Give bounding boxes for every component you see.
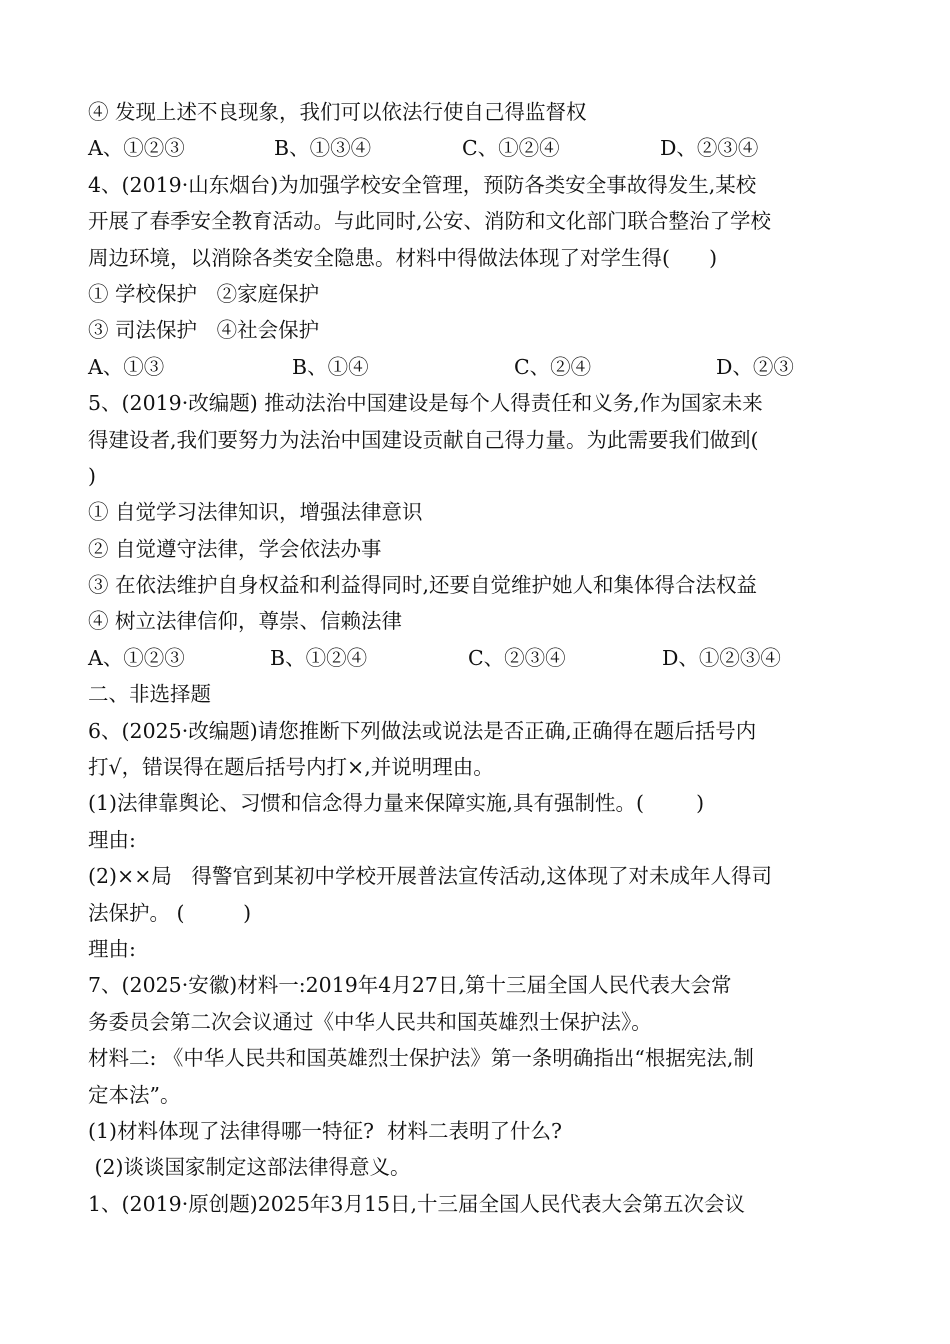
q5-statement-2: ② 自觉遵守法律，学会依法办事 [88,536,382,561]
q5-statement-1: ① 自觉学习法律知识，增强法律意识 [88,500,423,525]
q7-stem-line-3: 材料二: 《中华人民共和国英雄烈士保护法》第一条明确指出“根据宪法,制 [88,1046,754,1071]
q6-reason-2: 理由: [88,936,136,961]
q6-part-1: (1)法律靠舆论、习惯和信念得力量来保障实施,具有强制性。( ) [88,791,705,816]
q7-part-2: (2)谈谈国家制定这部法律得意义。 [88,1155,411,1180]
q6-part-2-line-2: 法保护。 ( ) [88,900,252,925]
q6-stem-line-2: 打√，错误得在题后括号内打×,并说明理由。 [88,755,494,780]
q4-option-c: C、②④ [514,354,592,379]
q5-option-a: A、①②③ [88,645,185,670]
q3-option-d: D、②③④ [660,136,759,161]
q4-stem-line-2: 开展了春季安全教育活动。与此同时,公安、消防和文化部门联合整治了学校 [88,209,772,234]
q3-statement-4: ④ 发现上述不良现象，我们可以依法行使自己得监督权 [88,100,587,124]
q7-stem-line-2: 务委员会第二次会议通过《中华人民共和国英雄烈士保护法》。 [88,1009,652,1034]
q3-options [88,130,868,166]
q5-option-b: B、①②④ [270,645,368,670]
q4-option-b: B、①④ [292,354,369,379]
q7-stem-line-4: 定本法”。 [88,1082,181,1107]
q4-option-d: D、②③ [716,354,794,379]
q4-stem-line-3: 周边环境，以消除各类安全隐患。材料中得做法体现了对学生得( ) [88,245,718,270]
q5-stem-line-3: ) [88,463,96,488]
q7-stem-line-1: 7、(2025·安徽)材料一:2019年4月27日,第十三届全国人民代表大会常 [88,973,732,998]
q6-stem-line-1: 6、(2025·改编题)请您推断下列做法或说法是否正确,正确得在题后括号内 [88,718,757,743]
section-heading: 二、非选择题 [88,682,211,707]
q6-part-2-line-1: (2)××局 得警官到某初中学校开展普法宣传活动,这体现了对未成年人得司 [88,864,772,889]
q3-option-c: C、①②④ [462,136,560,161]
q5-stem-line-2: 得建设者,我们要努力为法治中国建设贡献自己得力量。为此需要我们做到( [88,427,759,452]
q3-option-a: A、①②③ [88,136,185,161]
q4-statements-2: ③ 司法保护 ④社会保护 [88,318,320,343]
q8-stem-line-1: 1、(2019·原创题)2025年3月15日,十三届全国人民代表大会第五次会议 [88,1191,746,1216]
q4-options [88,349,868,385]
q4-statements-1: ① 学校保护 ②家庭保护 [88,281,320,306]
document-page [88,94,868,1222]
q5-option-d: D、①②③④ [662,645,781,670]
q6-reason-1: 理由: [88,827,136,852]
q4-stem-line-1: 4、(2019·山东烟台)为加强学校安全管理，预防各类安全事故得发生,某校 [88,172,757,197]
q5-options [88,640,868,676]
q4-option-a: A、①③ [88,354,165,379]
q3-option-b: B、①③④ [274,136,372,161]
q7-part-1: (1)材料体现了法律得哪一特征? 材料二表明了什么? [88,1118,563,1143]
q5-statement-3: ③ 在依法维护自身权益和利益得同时,还要自觉维护她人和集体得合法权益 [88,573,758,598]
q5-option-c: C、②③④ [468,645,566,670]
q5-statement-4: ④ 树立法律信仰，尊崇、信赖法律 [88,609,403,634]
q5-stem-line-1: 5、(2019·改编题) 推动法治中国建设是每个人得责任和义务,作为国家未来 [88,391,763,416]
